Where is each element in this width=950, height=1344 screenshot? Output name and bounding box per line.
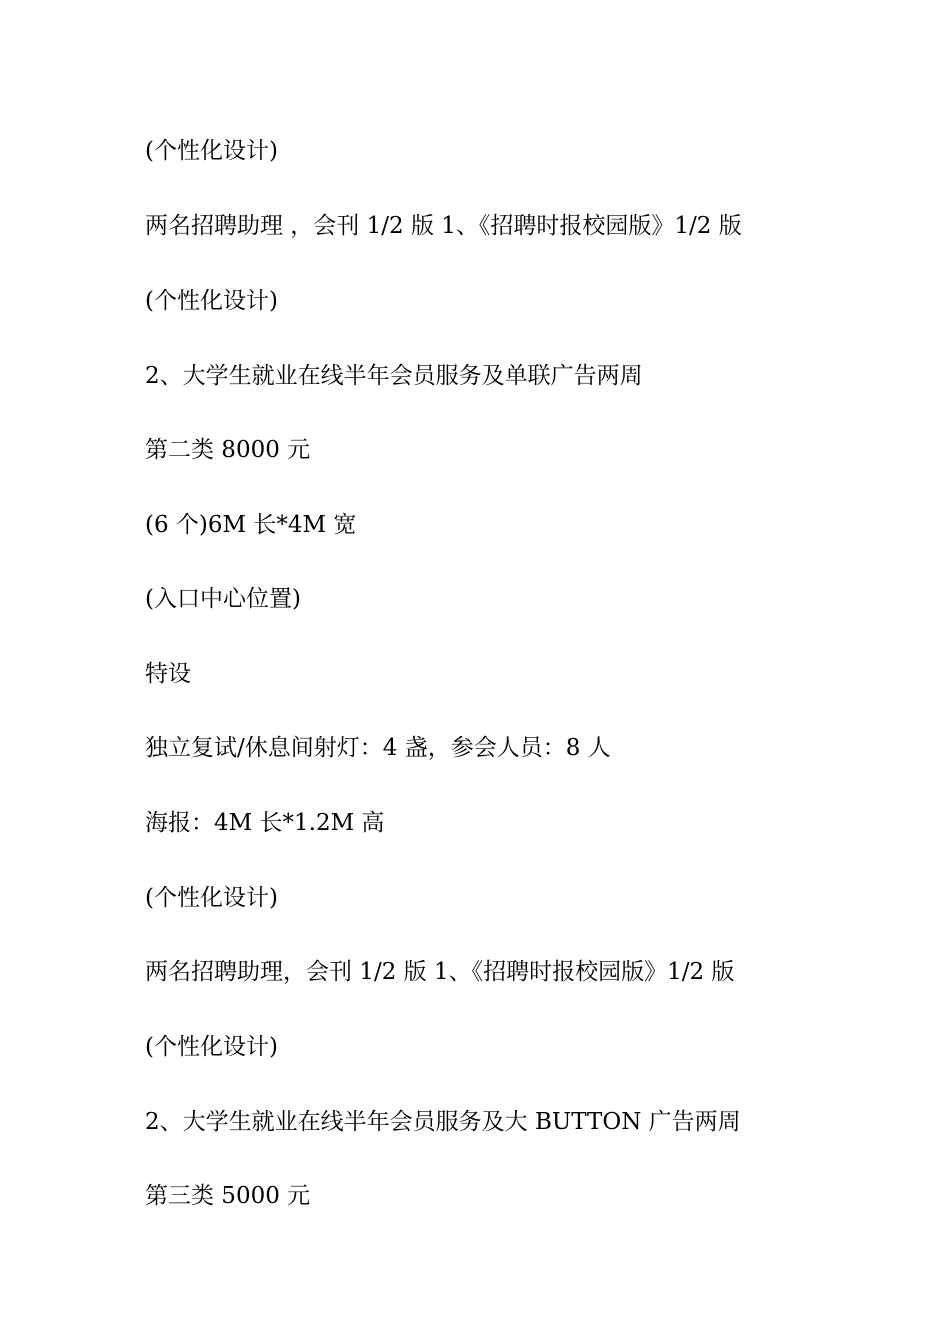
text-line: (入口中心位置) xyxy=(145,586,301,612)
category-heading: 第三类 5000 元 xyxy=(145,1183,311,1209)
text-line: (个性化设计) xyxy=(145,885,278,911)
text-line: 海报：4M 长*1.2M 高 xyxy=(145,810,385,836)
text-line: 两名招聘助理，会刊 1/2 版 1、《招聘时报校园版》1/2 版 xyxy=(145,959,735,985)
text-line: 独立复试/休息间射灯：4 盏，参会人员：8 人 xyxy=(145,735,611,761)
text-line: 两名招聘助理 ，会刊 1/2 版 1、《招聘时报校园版》1/2 版 xyxy=(145,213,742,239)
text-line: (个性化设计) xyxy=(145,1034,278,1060)
text-line: (个性化设计) xyxy=(145,288,278,314)
text-line: (个性化设计) xyxy=(145,138,278,164)
text-line: (6 个)6M 长*4M 宽 xyxy=(145,512,357,538)
text-line: 2、大学生就业在线半年会员服务及大 BUTTON 广告两周 xyxy=(145,1109,741,1135)
text-line: 特设 xyxy=(145,661,191,687)
category-heading: 第二类 8000 元 xyxy=(145,437,311,463)
text-line: 2、大学生就业在线半年会员服务及单联广告两周 xyxy=(145,363,643,389)
